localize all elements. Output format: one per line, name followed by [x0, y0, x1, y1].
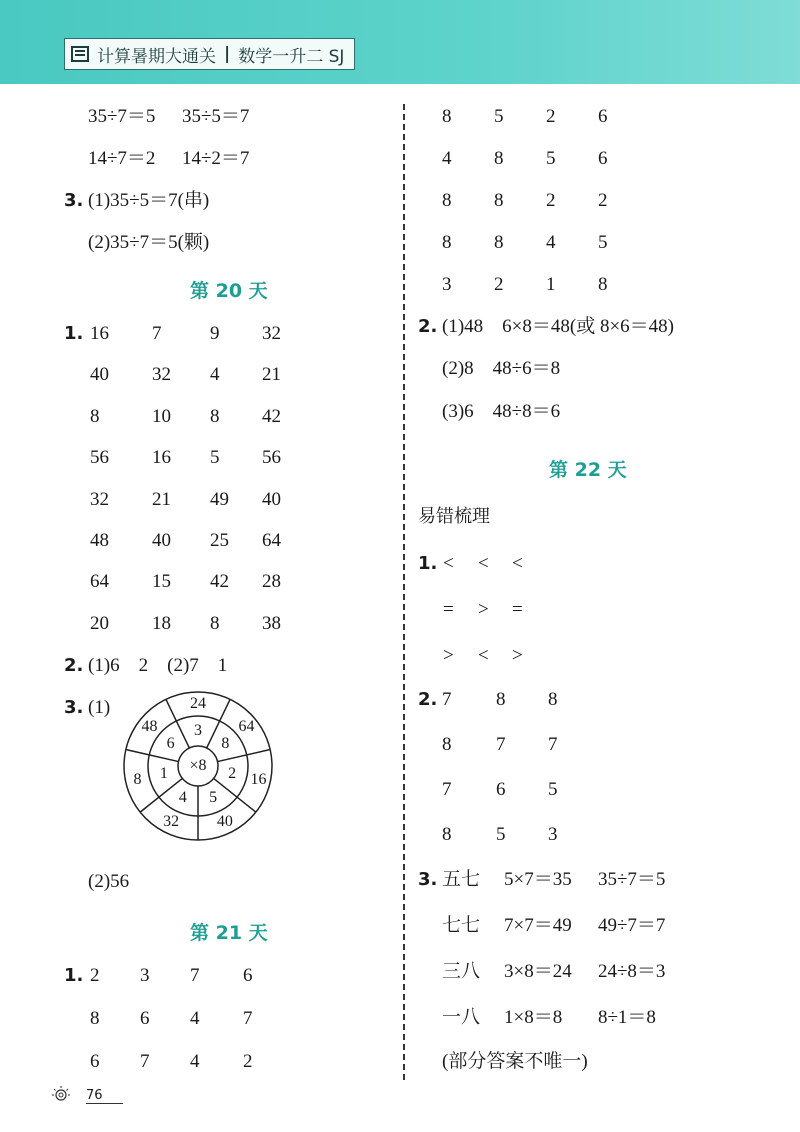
grid-cell: 8	[442, 106, 452, 127]
grid-cell: 8	[442, 190, 452, 211]
table-cell: 7×7＝49	[504, 915, 572, 936]
grid-cell: 3	[442, 274, 452, 295]
grid-cell: 4	[190, 1051, 200, 1072]
grid-cell: 7	[496, 734, 506, 755]
grid-cell: 40	[262, 488, 281, 510]
grid-cell: 6	[496, 779, 506, 800]
section-heading: 易错梳理	[418, 506, 490, 527]
grid-cell: 8	[442, 232, 452, 253]
grid-cell: 20	[90, 612, 109, 634]
grid-cell: 2	[90, 965, 100, 986]
grid-cell: 7	[140, 1051, 150, 1072]
grid-cell: 32	[90, 488, 109, 510]
grid-cell: 9	[210, 323, 220, 344]
comparison-sign: =	[443, 599, 454, 620]
grid-cell: 28	[262, 571, 281, 593]
question-number: 3.	[64, 190, 84, 211]
wheel-outer-number: 32	[163, 812, 180, 830]
grid-cell: 7	[190, 965, 200, 986]
header-band	[0, 0, 800, 84]
wheel-spoke	[140, 778, 182, 812]
grid-cell: 16	[152, 447, 171, 469]
table-cell: 七七	[442, 915, 481, 936]
sun-swirl-icon	[50, 1085, 72, 1103]
book-icon	[71, 46, 89, 62]
wheel-outer-number: 24	[190, 695, 206, 712]
day-heading-21: 第 21 天	[190, 922, 268, 944]
day-heading-20: 第 20 天	[190, 280, 268, 302]
table-cell: 五七	[442, 869, 481, 890]
grid-cell: 8	[494, 232, 504, 253]
answer-line: (1)6 2 (2)7 1	[88, 655, 228, 676]
wheel-outer-number: 48	[141, 718, 158, 736]
grid-cell: 8	[494, 190, 504, 211]
answer-note: (部分答案不唯一)	[442, 1051, 588, 1072]
book-title-box	[64, 38, 355, 70]
grid-cell: 2	[546, 106, 556, 127]
grid-cell: 42	[262, 405, 281, 427]
grid-cell: 8	[598, 274, 608, 295]
grid-cell: 6	[598, 106, 608, 127]
question-number: 2.	[418, 689, 438, 710]
grid-cell: 3	[548, 824, 558, 845]
grid-cell: 40	[152, 530, 171, 551]
question-number: 1.	[64, 323, 84, 344]
question-number: 2.	[64, 655, 84, 676]
grid-cell: 4	[546, 232, 556, 253]
grid-cell: 2	[243, 1051, 253, 1072]
answer-line: 35÷5＝7	[182, 106, 250, 127]
table-cell: 一八	[442, 1007, 481, 1028]
wheel-inner-number: 1	[159, 764, 168, 782]
table-cell: 8÷1＝8	[598, 1007, 656, 1028]
grid-cell: 8	[494, 148, 504, 169]
grid-cell: 21	[262, 364, 281, 386]
grid-cell: 56	[90, 447, 109, 469]
grid-cell: 5	[210, 447, 220, 469]
wheel-center: ×8	[189, 757, 207, 774]
grid-cell: 5	[548, 779, 558, 800]
grid-cell: 2	[494, 274, 504, 295]
grid-cell: 4	[210, 364, 220, 386]
grid-cell: 7	[152, 323, 162, 344]
grid-cell: 1	[546, 274, 556, 295]
question-number: 3.	[64, 697, 84, 718]
comparison-sign: <	[478, 645, 489, 666]
table-cell: 35÷7＝5	[598, 869, 666, 890]
grid-cell: 2	[598, 190, 608, 211]
table-cell: 三八	[442, 961, 481, 982]
grid-cell: 8	[90, 1008, 100, 1029]
comparison-sign: >	[478, 599, 489, 620]
question-number: 3.	[418, 869, 438, 890]
book-title: 计算暑期大通关	[97, 46, 216, 67]
grid-cell: 4	[442, 148, 452, 169]
answer-line: (2)56	[88, 871, 130, 892]
comparison-sign: <	[478, 553, 489, 574]
table-cell: 5×7＝35	[504, 869, 572, 890]
grid-cell: 42	[210, 571, 229, 593]
grid-cell: 8	[442, 824, 452, 845]
comparison-sign: >	[443, 645, 454, 666]
grid-cell: 6	[90, 1051, 100, 1072]
answer-line: (1)	[88, 697, 111, 718]
grid-cell: 7	[548, 734, 558, 755]
grid-cell: 56	[262, 447, 281, 469]
table-cell: 1×8＝8	[504, 1007, 563, 1028]
grid-cell: 2	[546, 190, 556, 211]
grid-cell: 8	[210, 405, 220, 427]
grid-cell: 5	[598, 232, 608, 253]
grid-cell: 6	[243, 965, 253, 986]
table-cell: 3×8＝24	[504, 961, 572, 982]
question-number: 1.	[418, 553, 438, 574]
grid-cell: 10	[152, 405, 171, 427]
table-cell: 49÷7＝7	[598, 915, 666, 936]
wheel-inner-number: 4	[178, 788, 187, 806]
grid-cell: 49	[210, 488, 229, 510]
grid-cell: 21	[152, 488, 171, 510]
wheel-outer-number: 40	[216, 812, 233, 830]
grid-cell: 5	[496, 824, 506, 845]
answer-line: 14÷2＝7	[182, 148, 250, 169]
grid-cell: 38	[262, 612, 281, 634]
wheel-inner-number: 3	[194, 722, 202, 739]
answer-line: (2)35÷7＝5(颗)	[88, 232, 210, 253]
grid-cell: 5	[494, 106, 504, 127]
day-heading-22: 第 22 天	[549, 459, 627, 481]
comparison-sign: =	[512, 599, 523, 620]
grid-cell: 5	[546, 148, 556, 169]
table-cell: 24÷8＝3	[598, 961, 666, 982]
grid-cell: 8	[496, 689, 506, 710]
answer-line: 35÷7＝5	[88, 106, 156, 127]
comparison-sign: <	[512, 553, 523, 574]
grid-cell: 32	[262, 323, 281, 344]
wheel-inner-number: 5	[209, 788, 218, 806]
grid-cell: 64	[262, 530, 281, 551]
grid-cell: 40	[90, 364, 109, 386]
grid-cell: 6	[140, 1008, 150, 1029]
grid-cell: 25	[210, 530, 229, 551]
grid-cell: 7	[442, 689, 452, 710]
grid-cell: 7	[243, 1008, 253, 1029]
grid-cell: 18	[152, 612, 171, 634]
grid-cell: 8	[442, 734, 452, 755]
wheel-inner-number: 8	[221, 735, 230, 753]
grid-cell: 16	[90, 323, 109, 344]
grid-cell: 7	[442, 779, 452, 800]
answer-line: 14÷7＝2	[88, 148, 156, 169]
comparison-sign: >	[512, 645, 523, 666]
column-divider	[403, 104, 405, 1080]
answer-line: (1)48 6×8＝48(或 8×6＝48)	[442, 316, 674, 337]
wheel-outer-number: 8	[133, 770, 142, 788]
grid-cell: 64	[90, 571, 109, 593]
grid-cell: 48	[90, 530, 109, 551]
grid-cell: 6	[598, 148, 608, 169]
grid-cell: 8	[210, 612, 220, 634]
page-number: 76	[86, 1088, 123, 1104]
grid-cell: 15	[152, 571, 171, 593]
wheel-inner-number: 6	[166, 735, 175, 753]
answer-line: (3)6 48÷8＝6	[442, 401, 561, 422]
question-number: 1.	[64, 965, 84, 986]
answer-line: (1)35÷5＝7(串)	[88, 190, 210, 211]
grid-cell: 8	[90, 405, 100, 427]
question-number: 2.	[418, 316, 438, 337]
wheel-outer-number: 16	[250, 770, 267, 788]
answer-line: (2)8 48÷6＝8	[442, 358, 561, 379]
title-separator: |	[224, 44, 231, 64]
multiplication-wheel	[122, 690, 274, 842]
book-subtitle: 数学一升二 SJ	[238, 46, 345, 67]
grid-cell: 8	[548, 689, 558, 710]
wheel-inner-number: 2	[228, 764, 237, 782]
grid-cell: 4	[190, 1008, 200, 1029]
grid-cell: 32	[152, 364, 171, 386]
comparison-sign: <	[443, 553, 454, 574]
wheel-outer-number: 64	[238, 718, 255, 736]
grid-cell: 3	[140, 965, 150, 986]
